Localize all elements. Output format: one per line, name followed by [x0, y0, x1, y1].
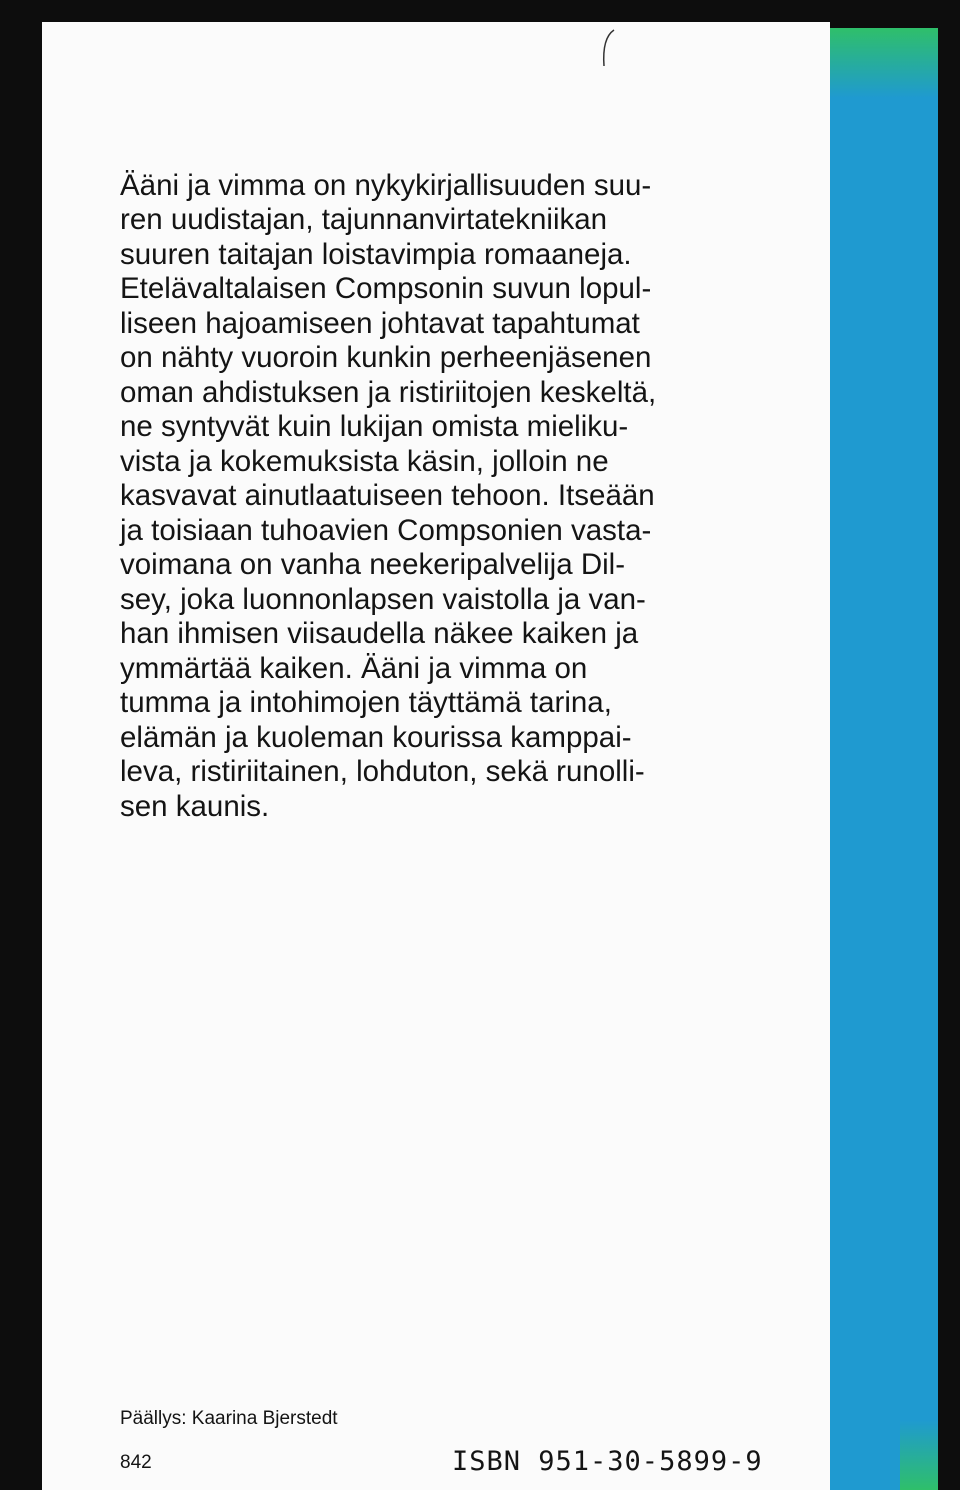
blurb-line: voimana on vanha neekeripalvelija Dil-	[120, 548, 626, 581]
blurb-line: ren uudistajan, tajunnanvirtatekniikan	[120, 203, 608, 236]
isbn-code: ISBN 951-30-5899-9	[452, 1446, 763, 1477]
blurb-line: suuren taitajan loistavimpia romaaneja.	[120, 237, 632, 271]
blurb-line: han ihmisen viisaudella näkee kaiken ja	[120, 617, 639, 650]
blurb-text	[120, 134, 730, 824]
blurb-line: ne syntyvät kuin lukijan omista mieliku-	[120, 410, 629, 443]
blurb-line: ymmärtää kaiken. Ääni ja vimma on	[120, 651, 588, 685]
blurb-line: Etelävaltalaisen Compsonin suvun lopul-	[120, 272, 652, 305]
pen-mark-icon	[598, 28, 618, 68]
blurb-line: leva, ristiriitainen, lohduton, sekä runolli-	[120, 755, 645, 788]
spine-color-strip	[830, 28, 938, 1490]
blurb-line: oman ahdistuksen ja ristiriitojen keskeltä,	[120, 375, 657, 409]
blurb-line: elämän ja kuoleman kourissa kamppai-	[120, 720, 632, 754]
blurb-line: kasvavat ainutlaatuiseen tehoon. Itseään	[120, 479, 655, 512]
blurb-line: vista ja kokemuksista käsin, jolloin ne	[120, 444, 609, 478]
spine-green-bottom	[900, 1420, 938, 1490]
blurb-line: Ääni ja vimma on nykykirjallisuuden suu-	[120, 168, 652, 202]
scan-background-edge	[938, 0, 960, 1490]
catalog-number: 842	[120, 1452, 152, 1473]
blurb-line: ja toisiaan tuhoavien Compsonien vasta-	[120, 513, 652, 547]
blurb-line: sen kaunis.	[120, 789, 270, 823]
blurb-line: sey, joka luonnonlapsen vaistolla ja van-	[120, 582, 646, 616]
cover-designer-credit: Päällys: Kaarina Bjerstedt	[120, 1408, 338, 1429]
blurb-line: on nähty vuoroin kunkin perheenjäsenen	[120, 341, 652, 374]
blurb-line: liseen hajoamiseen johtavat tapahtumat	[120, 306, 640, 340]
spine-green-top	[830, 28, 938, 98]
blurb-line: tumma ja intohimojen täyttämä tarina,	[120, 686, 612, 719]
